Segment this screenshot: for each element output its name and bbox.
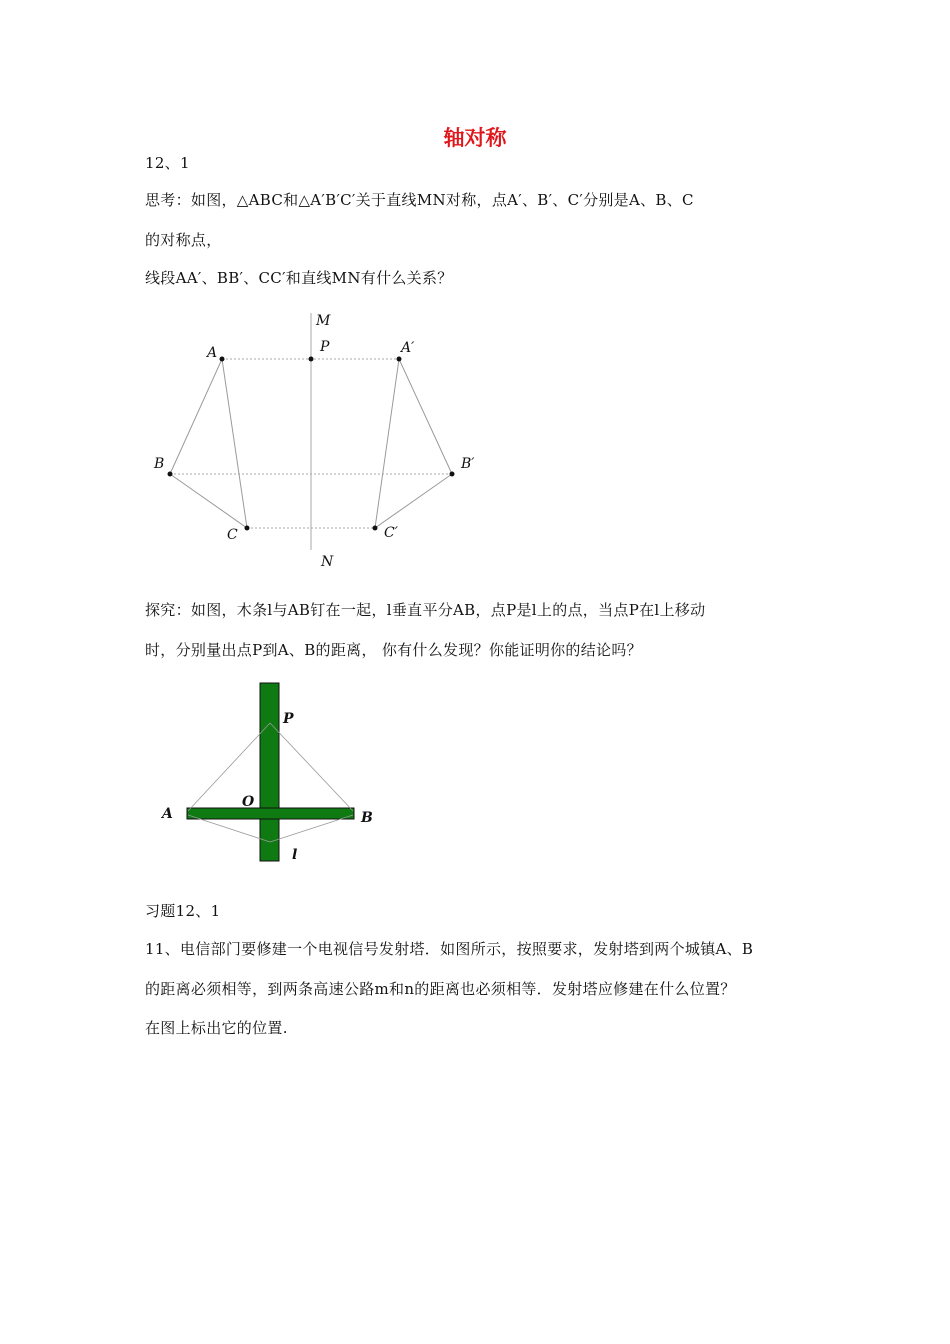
label-p: P: [320, 339, 330, 355]
think-paragraph-line-2: 的对称点，: [145, 231, 222, 249]
point-b1: [450, 472, 455, 477]
label-b: B: [154, 456, 165, 472]
think-paragraph-line-1: 思考：如图，△ABC和△A′B′C′关于直线MN对称，点A′、B′、C′分别是A、B、C: [145, 191, 694, 209]
explore-paragraph-line-2: 时，分别量出点P到A、B的距离， 你有什么发现？你能证明你的结论吗？: [145, 641, 642, 659]
point-a1: [397, 357, 402, 362]
page-title: 轴对称: [443, 126, 507, 150]
stick-l: [260, 683, 279, 861]
exercise-11-line-1: 11、电信部门要修建一个电视信号发射塔．如图所示，按照要求，发射塔到两个城镇A、B: [145, 940, 754, 958]
point-c: [245, 526, 250, 531]
section-number: 12、1: [145, 154, 190, 172]
exercise-heading: 习题12、1: [145, 902, 221, 920]
triangle-abc: [170, 359, 247, 528]
label-b2: B: [361, 810, 373, 826]
label-l: l: [292, 847, 298, 863]
segment-pa: [188, 723, 270, 811]
point-c1: [373, 526, 378, 531]
think-paragraph-line-3: 线段AA′、BB′、CC′和直线MN有什么关系？: [145, 269, 453, 287]
point-a: [220, 357, 225, 362]
label-a2: A: [162, 806, 173, 822]
exercise-11-line-3: 在图上标出它的位置.: [145, 1019, 288, 1037]
point-b: [168, 472, 173, 477]
label-m: M: [316, 313, 331, 329]
label-b1: B′: [461, 456, 475, 472]
label-c1: C′: [384, 525, 398, 541]
exercise-11-line-2: 的距离必须相等，到两条高速公路m和n的距离也必须相等．发射塔应修建在什么位置？: [145, 980, 736, 998]
label-p2: P: [283, 711, 294, 727]
label-n: N: [321, 554, 334, 570]
label-a1: A′: [401, 340, 415, 356]
segment-pb: [270, 723, 353, 811]
label-c: C: [227, 527, 238, 543]
triangle-a1b1c1: [375, 359, 452, 528]
explore-paragraph-line-1: 探究：如图，木条l与AB钉在一起，l垂直平分AB，点P是l上的点，当点P在l上移动: [145, 601, 706, 619]
figure-wooden-sticks: [160, 683, 373, 863]
label-a: A: [207, 345, 218, 361]
stick-ab: [187, 808, 354, 819]
figure-symmetric-triangles: [153, 313, 475, 570]
label-o: O: [242, 794, 255, 810]
point-p: [309, 357, 314, 362]
